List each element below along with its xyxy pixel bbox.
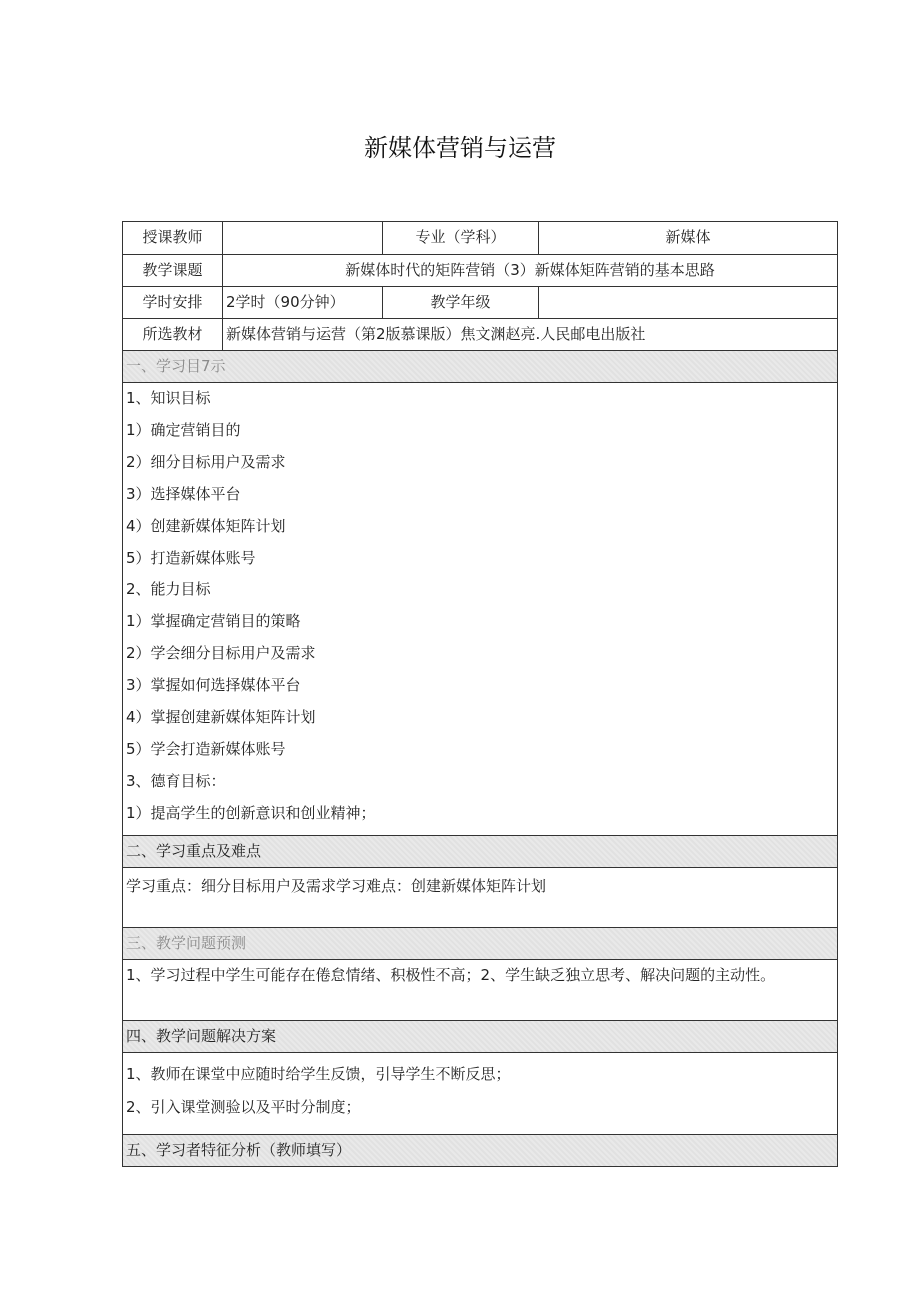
section3-heading-row bbox=[123, 927, 837, 959]
section2-heading: 二、学习重点及难点 bbox=[123, 836, 837, 867]
info-row-teacher bbox=[123, 222, 837, 254]
section2-heading-row bbox=[123, 835, 837, 867]
section2-text: 学习重点：细分目标用户及需求学习难点：创建新媒体矩阵计划 bbox=[126, 877, 547, 895]
section4-body-row bbox=[123, 1052, 837, 1134]
textbook-value: 新媒体营销与运营（第2版慕课版）焦文渊赵亮.人民邮电出版社 bbox=[222, 319, 837, 350]
list-item: 5）打造新媒体账号 bbox=[126, 548, 256, 567]
section3-text: 1、学习过程中学生可能存在倦怠情绪、积极性不高；2、学生缺乏独立思考、解决问题的主动性。 bbox=[126, 966, 776, 984]
list-item: 3）掌握如何选择媒体平台 bbox=[126, 676, 301, 695]
list-item: 2）细分目标用户及需求 bbox=[126, 452, 286, 471]
list-item: 4）创建新媒体矩阵计划 bbox=[126, 516, 286, 535]
topic-value: 新媒体时代的矩阵营销（3）新媒体矩阵营销的基本思路 bbox=[222, 255, 837, 286]
textbook-label: 所选教材 bbox=[142, 325, 203, 343]
section1-heading-row bbox=[123, 350, 837, 382]
section2-body-row bbox=[123, 867, 837, 927]
major-label: 专业（学科） bbox=[382, 222, 538, 254]
list-item: 1）确定营销目的 bbox=[126, 420, 241, 439]
section3-heading: 三、教学问题预测 bbox=[123, 928, 837, 959]
teacher-value bbox=[222, 222, 382, 254]
list-item: 2、引入课堂测验以及平时分制度； bbox=[126, 1098, 361, 1116]
list-item: 1）掌握确定营销目的策略 bbox=[126, 612, 301, 631]
section1-heading: 一、学习目7示 bbox=[123, 351, 837, 382]
hours-value: 2学时（90分钟） bbox=[222, 287, 382, 318]
major-value: 新媒体 bbox=[538, 222, 837, 254]
info-row-topic bbox=[123, 254, 837, 286]
info-row-textbook bbox=[123, 318, 837, 350]
section3-body-row bbox=[123, 959, 837, 1020]
list-item: 2）学会细分目标用户及需求 bbox=[126, 644, 316, 663]
list-item: 3、德育目标： bbox=[126, 771, 226, 790]
list-item: 1）提高学生的创新意识和创业精神； bbox=[126, 803, 376, 822]
teacher-label: 授课教师 bbox=[142, 228, 203, 246]
list-item: 2、能力目标 bbox=[126, 580, 211, 599]
list-item: 1、知识目标 bbox=[126, 389, 211, 407]
grade-value bbox=[538, 287, 837, 318]
list-item: 3）选择媒体平台 bbox=[126, 484, 241, 503]
section1-body-row bbox=[123, 382, 837, 835]
topic-label: 教学课题 bbox=[142, 261, 203, 279]
document-title: 新媒体营销与运营 bbox=[364, 134, 556, 162]
list-item: 4）掌握创建新媒体矩阵计划 bbox=[126, 708, 316, 727]
info-row-hours bbox=[123, 286, 837, 318]
hours-label: 学时安排 bbox=[142, 293, 203, 311]
section1-content bbox=[123, 383, 837, 835]
section4-heading: 四、教学问题解决方案 bbox=[123, 1021, 837, 1052]
grade-label: 教学年级 bbox=[382, 287, 538, 318]
section5-heading: 五、学习者特征分析（教师填写） bbox=[123, 1135, 837, 1166]
section4-heading-row bbox=[123, 1020, 837, 1052]
section4-content bbox=[123, 1053, 837, 1134]
lesson-plan-table bbox=[122, 221, 838, 1167]
list-item: 1、教师在课堂中应随时给学生反馈，引导学生不断反思； bbox=[126, 1065, 511, 1083]
list-item: 5）学会打造新媒体账号 bbox=[126, 739, 286, 758]
section5-heading-row bbox=[123, 1134, 837, 1166]
